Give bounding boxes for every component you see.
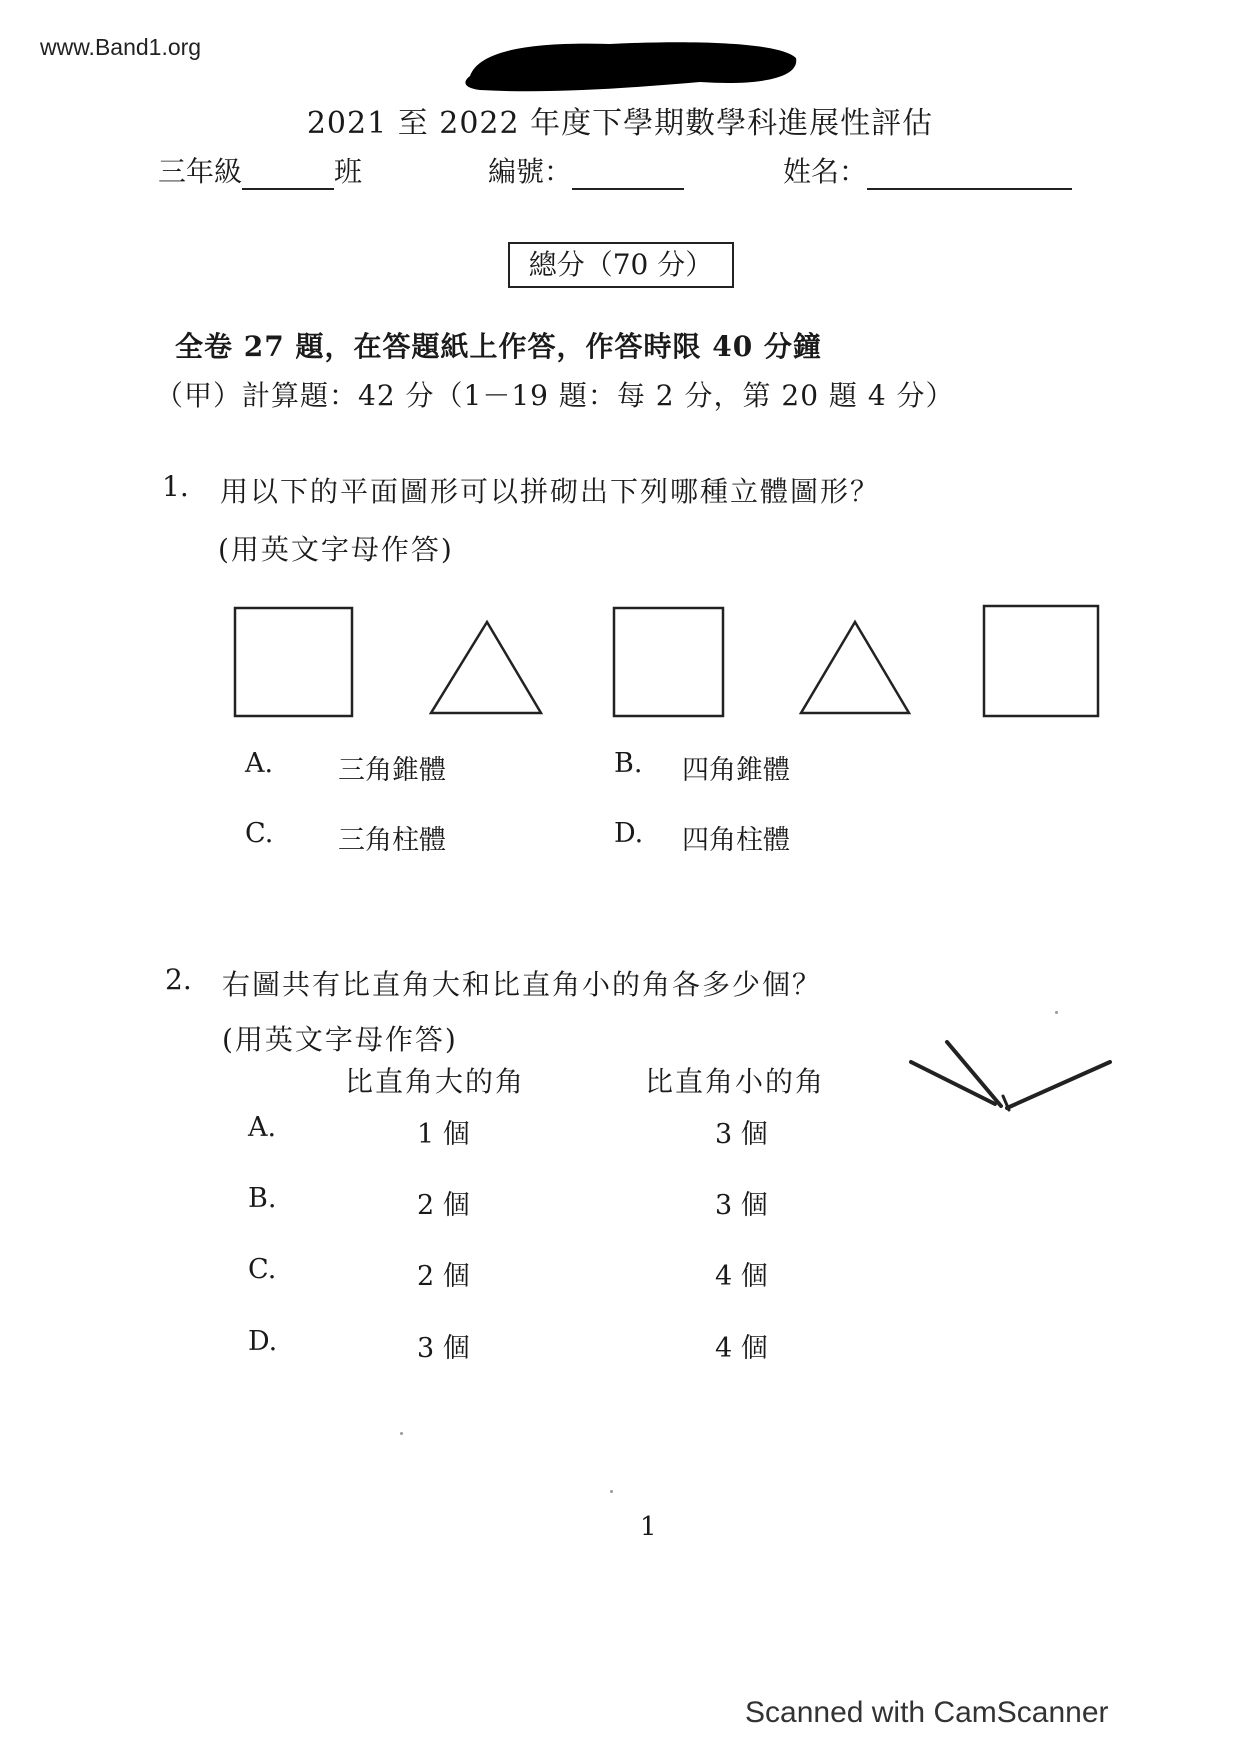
q2-header-smaller: 比直角小的角 xyxy=(645,1065,826,1098)
q1-option-b-letter[interactable]: B. xyxy=(614,748,643,779)
q2-option-c-letter[interactable]: C. xyxy=(248,1254,277,1285)
q2-option-b-letter[interactable]: B. xyxy=(248,1183,277,1214)
q2-option-b-smaller: 3 個 xyxy=(715,1190,768,1221)
q1-option-d-letter[interactable]: D. xyxy=(614,818,644,849)
triangle-shape-1 xyxy=(431,622,541,713)
q2-option-a-smaller: 3 個 xyxy=(715,1119,768,1150)
q1-option-d-text: 四角柱體 xyxy=(682,825,790,856)
q2-option-c-larger: 2 個 xyxy=(417,1261,470,1292)
section-a-heading: （甲）計算題：42 分（1－19 題：每 2 分，第 20 題 4 分） xyxy=(155,379,955,412)
number-label: 編號： xyxy=(488,155,573,188)
q2-option-c-smaller: 4 個 xyxy=(715,1261,768,1292)
q2-option-a-larger: 1 個 xyxy=(417,1119,470,1150)
question-2-number: 2. xyxy=(165,963,192,996)
question-2-note: (用英文字母作答) xyxy=(222,1023,458,1056)
question-1-number: 1. xyxy=(162,470,189,503)
question-2-text: 右圖共有比直角大和比直角小的角各多少個？ xyxy=(222,968,823,1001)
q1-option-c-text: 三角柱體 xyxy=(338,825,446,856)
page-number: 1 xyxy=(640,1512,657,1542)
question-1-text: 用以下的平面圖形可以拼砌出下列哪種立體圖形？ xyxy=(220,475,881,508)
square-shape-3 xyxy=(984,606,1098,716)
square-shape-1 xyxy=(235,608,352,716)
class-label: 班 xyxy=(334,155,363,188)
question-1-shapes xyxy=(0,0,1240,760)
q2-option-d-smaller: 4 個 xyxy=(715,1333,768,1364)
q1-option-c-letter[interactable]: C. xyxy=(245,818,274,849)
q2-option-d-letter[interactable]: D. xyxy=(248,1326,278,1357)
q2-header-larger: 比直角大的角 xyxy=(345,1065,526,1098)
watermark-url: www.Band1.org xyxy=(40,34,202,60)
q2-option-d-larger: 3 個 xyxy=(417,1333,470,1364)
exam-title: 2021 至 2022 年度下學期數學科進展性評估 xyxy=(306,106,934,141)
q1-option-b-text: 四角錐體 xyxy=(682,755,790,786)
square-shape-2 xyxy=(614,608,723,716)
q1-option-a-letter[interactable]: A. xyxy=(245,748,274,779)
q1-option-a-text: 三角錐體 xyxy=(338,755,446,786)
q2-option-b-larger: 2 個 xyxy=(417,1190,470,1221)
scanner-footer: Scanned with CamScanner xyxy=(745,1696,1109,1729)
total-score-box: 總分（70 分） xyxy=(508,242,734,288)
grade-label: 三年級 xyxy=(158,155,243,188)
name-label: 姓名： xyxy=(783,155,868,188)
question-2-angle-figure xyxy=(905,1030,1135,1140)
q2-option-a-letter[interactable]: A. xyxy=(248,1112,277,1143)
exam-instructions: 全卷 27 題，在答題紙上作答，作答時限 40 分鐘 xyxy=(175,330,822,363)
triangle-shape-2 xyxy=(801,622,909,713)
question-1-note: (用英文字母作答) xyxy=(218,533,454,566)
